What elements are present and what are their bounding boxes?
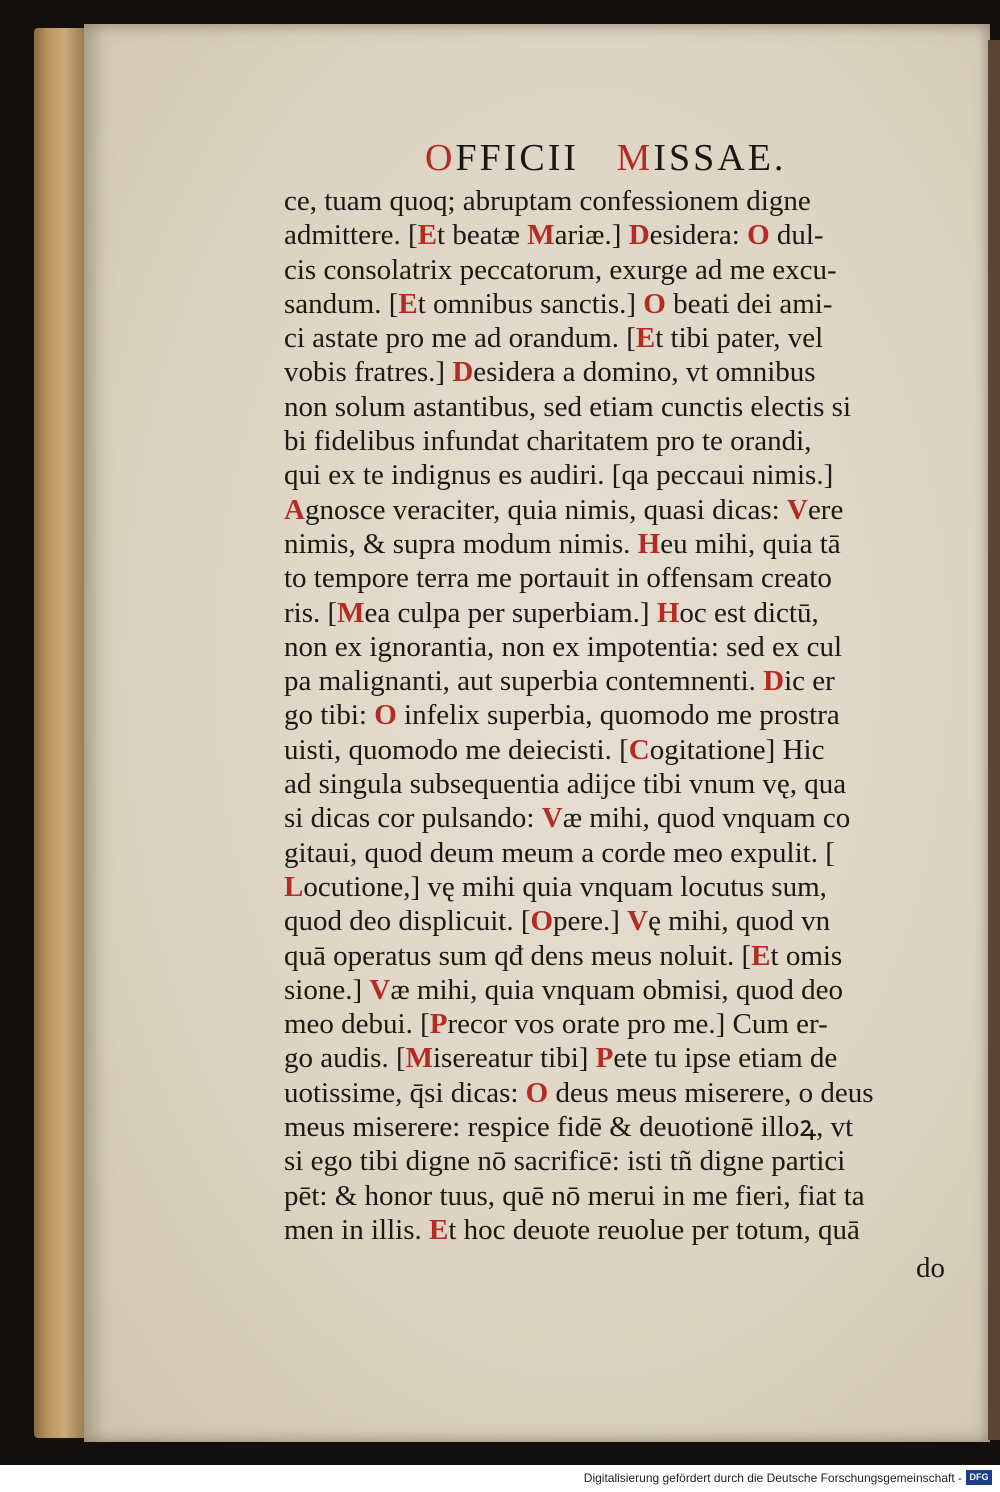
rubricated-initial: O	[374, 699, 397, 732]
text-segment: ic er	[784, 665, 835, 698]
rubricated-initial: O	[643, 287, 666, 320]
text-segment: quod deo displicuit. [	[284, 905, 531, 938]
rubricated-initial: E	[398, 287, 418, 320]
text-segment: ris. [	[284, 596, 338, 629]
text-line	[284, 184, 964, 218]
text-line	[284, 355, 964, 389]
text-segment: ariæ.]	[554, 219, 629, 252]
text-line	[284, 1041, 964, 1075]
text-line	[284, 1007, 964, 1041]
text-line	[284, 1110, 964, 1144]
text-segment: ę mihi, quod vn	[648, 905, 831, 938]
text-segment: si dicas cor pulsando:	[284, 802, 542, 835]
rubricated-initial: V	[786, 493, 808, 526]
text-segment: meus miserere: respice fidē & deuotionē illoꝝ, vt	[284, 1111, 854, 1144]
text-line	[284, 733, 964, 767]
text-segment: oc est dictū,	[679, 596, 819, 629]
rubricated-initial: M	[527, 219, 555, 252]
text-segment: to tempore terra me portauit in offensam creato	[284, 562, 832, 595]
text-line	[284, 596, 964, 630]
text-line	[284, 767, 964, 801]
text-line	[284, 836, 964, 870]
text-segment: go audis. [	[284, 1042, 406, 1075]
rubricated-initial: D	[452, 356, 474, 389]
text-segment: t beatæ	[437, 219, 528, 252]
text-segment: pere.]	[553, 905, 628, 938]
text-line	[284, 218, 964, 252]
text-line	[284, 287, 964, 321]
text-segment: infelix superbia, quomodo me prostra	[396, 699, 840, 732]
rubricated-initial: E	[635, 322, 656, 355]
rubricated-initial: V	[627, 905, 649, 938]
rubricated-initial: E	[417, 219, 438, 252]
dfg-logo: DFG	[966, 1470, 992, 1485]
text-line	[284, 904, 964, 938]
text-segment: non ex ignorantia, non ex impotentia: sed ex cul	[284, 630, 843, 663]
header-initial: O	[425, 137, 456, 179]
text-segment: æ mihi, quod vnquam co	[562, 802, 851, 835]
text-line	[284, 698, 964, 732]
rubricated-initial: O	[525, 1076, 549, 1109]
text-segment: ea culpa per superbiam.]	[364, 596, 657, 629]
text-segment: ocutione,] vę mihi quia vnquam locutus sum,	[303, 870, 827, 903]
catchword: do	[916, 1252, 945, 1284]
text-line	[284, 630, 964, 664]
rubricated-initial: H	[656, 596, 680, 629]
text-segment: cis consolatrix peccatorum, exurge ad me excu-	[284, 253, 837, 286]
text-segment: ad singula subsequentia adijce tibi vnum vę, qua	[284, 768, 847, 801]
rubricated-initial: V	[541, 802, 563, 835]
text-segment: go tibi:	[284, 699, 375, 732]
text-segment: esidera:	[649, 219, 748, 252]
rubricated-initial: E	[429, 1213, 449, 1246]
text-segment: t omis	[770, 939, 843, 972]
text-segment: si ego tibi digne nō sacrificē: isti tñ digne partici	[284, 1145, 846, 1178]
text-segment: meo debui. [	[284, 1008, 430, 1041]
text-segment: pēt: & honor tuus, quē nō merui in me fieri, fiat ta	[284, 1179, 865, 1212]
text-segment: ce, tuam quoq; abruptam confessionem digne	[284, 185, 811, 217]
text-segment: ere	[807, 493, 844, 526]
rubricated-initial: M	[405, 1042, 433, 1075]
text-segment: uisti, quomodo me deiecisti. [	[284, 733, 629, 766]
text-segment: qui ex te indignus es audiri. [qa peccaui nimis.]	[284, 459, 834, 492]
rubricated-initial: V	[369, 973, 391, 1006]
rubricated-initial: P	[595, 1042, 614, 1075]
body-text	[284, 184, 964, 1247]
text-segment: æ mihi, quia vnquam obmisi, quod deo	[390, 973, 844, 1006]
text-segment: nimis, & supra modum nimis.	[284, 527, 638, 560]
text-segment: pa malignanti, aut superbia contemnenti.	[284, 665, 764, 698]
rubricated-initial: D	[628, 219, 650, 252]
header-word-2: ISSAE.	[653, 137, 787, 179]
rubricated-initial: P	[429, 1008, 448, 1041]
text-segment: t omnibus sanctis.]	[417, 287, 644, 320]
header-initial-2: M	[616, 137, 654, 179]
text-segment: ete tu ipse etiam de	[613, 1042, 838, 1075]
text-segment: esidera a domino, vt omnibus	[473, 356, 816, 389]
book-page-edges	[34, 28, 90, 1438]
text-line	[284, 424, 964, 458]
text-segment: quā operatus sum qđ dens meus noluit. [	[284, 939, 752, 972]
text-line	[284, 561, 964, 595]
rubricated-initial: L	[284, 870, 304, 903]
rubricated-initial: O	[530, 905, 554, 938]
rubricated-initial: O	[747, 219, 770, 252]
text-line	[284, 458, 964, 492]
text-segment: sione.]	[284, 973, 370, 1006]
footer-bar	[0, 1465, 1000, 1492]
text-segment: bi fidelibus infundat charitatem pro te orandi,	[284, 425, 812, 458]
text-segment: sandum. [	[284, 287, 399, 320]
rubricated-initial: A	[284, 493, 305, 526]
text-segment: admittere. [	[284, 219, 418, 252]
rubricated-initial: E	[751, 939, 771, 972]
text-line	[284, 664, 964, 698]
header-word: FFICII	[455, 137, 580, 179]
rubricated-initial: M	[337, 596, 365, 629]
text-line	[284, 493, 964, 527]
text-segment: ci astate pro me ad orandum. [	[284, 322, 636, 355]
text-line	[284, 1076, 964, 1110]
running-header	[425, 136, 845, 186]
text-segment: eu mihi, quia tā	[660, 527, 841, 560]
text-segment: gitaui, quod deum meum a corde meo expulit. [	[284, 836, 835, 869]
text-segment: vobis fratres.]	[284, 356, 453, 389]
text-line	[284, 527, 964, 561]
text-segment: men in illis.	[284, 1213, 429, 1246]
rubricated-initial: D	[763, 665, 785, 698]
funding-credit: Digitalisierung gefördert durch die Deutsche Forschungsgemeinschaft -	[583, 1471, 962, 1485]
text-line	[284, 321, 964, 355]
text-segment: dul-	[769, 219, 824, 252]
rubricated-initial: C	[628, 733, 650, 766]
text-segment: uotissime, q̄si dicas:	[284, 1076, 526, 1109]
text-segment: non solum astantibus, sed etiam cunctis electis si	[284, 390, 852, 423]
text-line	[284, 939, 964, 973]
text-segment: deus meus miserere, o deus	[548, 1076, 874, 1109]
text-line	[284, 1179, 964, 1213]
text-line	[284, 1144, 964, 1178]
text-segment: t tibi pater, vel	[655, 322, 824, 355]
text-line	[284, 973, 964, 1007]
text-segment: ogitatione] Hic	[649, 733, 825, 766]
text-segment: t hoc deuote reuolue per totum, quā	[448, 1213, 860, 1246]
book-cover-edge	[988, 40, 1000, 1440]
text-segment: isereatur tibi]	[433, 1042, 596, 1075]
text-segment: gnosce veraciter, quia nimis, quasi dicas:	[304, 493, 787, 526]
text-line	[284, 870, 964, 904]
text-segment: beati dei ami-	[665, 287, 833, 320]
text-line	[284, 801, 964, 835]
text-line	[284, 1213, 964, 1247]
text-line	[284, 390, 964, 424]
text-line	[284, 253, 964, 287]
text-segment: recor vos orate pro me.] Cum er-	[447, 1008, 828, 1041]
rubricated-initial: H	[637, 527, 661, 560]
